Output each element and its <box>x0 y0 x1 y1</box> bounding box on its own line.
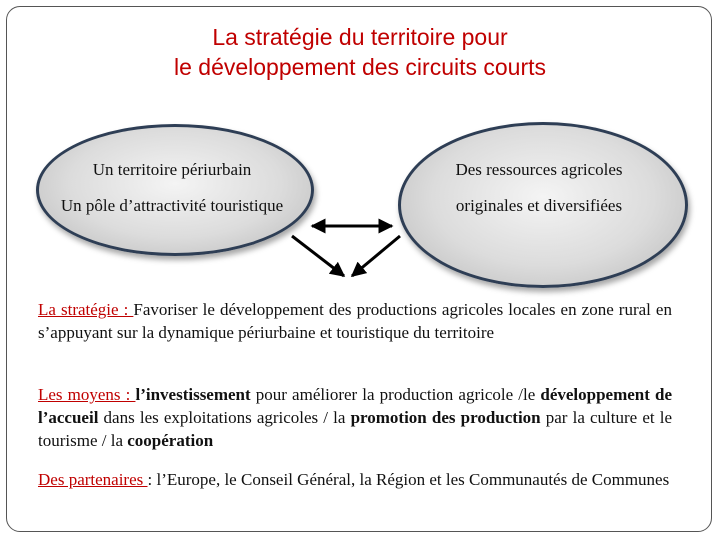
ellipse-territoire-line-2: Un pôle d’attractivité touristique <box>60 196 284 215</box>
partenaires-paragraph <box>38 468 672 491</box>
arrow-right-to-strategy <box>352 236 400 276</box>
moyens-paragraph <box>38 383 672 452</box>
moyens-cooperation: coopération <box>127 431 214 450</box>
partenaires-text: : l’Europe, le Conseil Général, la Région et les Communautés de Communes <box>147 470 670 489</box>
ellipse-ressources-line-2: originales et diversifiées <box>455 196 623 215</box>
strategie-text: Favoriser le développement des productions agricoles locales en zone rural en s’appuyant sur la dynamique périurbaine et touristique du territoire <box>38 300 672 342</box>
title-line-1: La stratégie du territoire pour <box>212 24 508 50</box>
moyens-accueil: développement de l’accueil <box>38 385 673 427</box>
moyens-investissement: l’investissement <box>135 385 251 404</box>
moyens-label: Les moyens : <box>38 385 136 404</box>
ellipse-ressources-line-1: Des ressources agricoles <box>455 160 623 179</box>
title-line-2: le développement des circuits courts <box>173 54 547 80</box>
moyens-text-1: pour améliorer la production agricole /le <box>250 385 541 404</box>
ellipse-territoire-line-1: Un territoire périurbain <box>92 160 252 179</box>
arrow-left-to-strategy <box>292 236 344 276</box>
strategie-paragraph <box>38 298 672 344</box>
moyens-promotion: promotion des production <box>350 408 541 427</box>
strategie-label: La stratégie : <box>38 300 134 319</box>
moyens-text-3: par la culture et le tourisme / la <box>38 408 672 450</box>
partenaires-label: Des partenaires <box>38 470 148 489</box>
moyens-text-2: dans les exploitations agricoles / la <box>98 408 351 427</box>
